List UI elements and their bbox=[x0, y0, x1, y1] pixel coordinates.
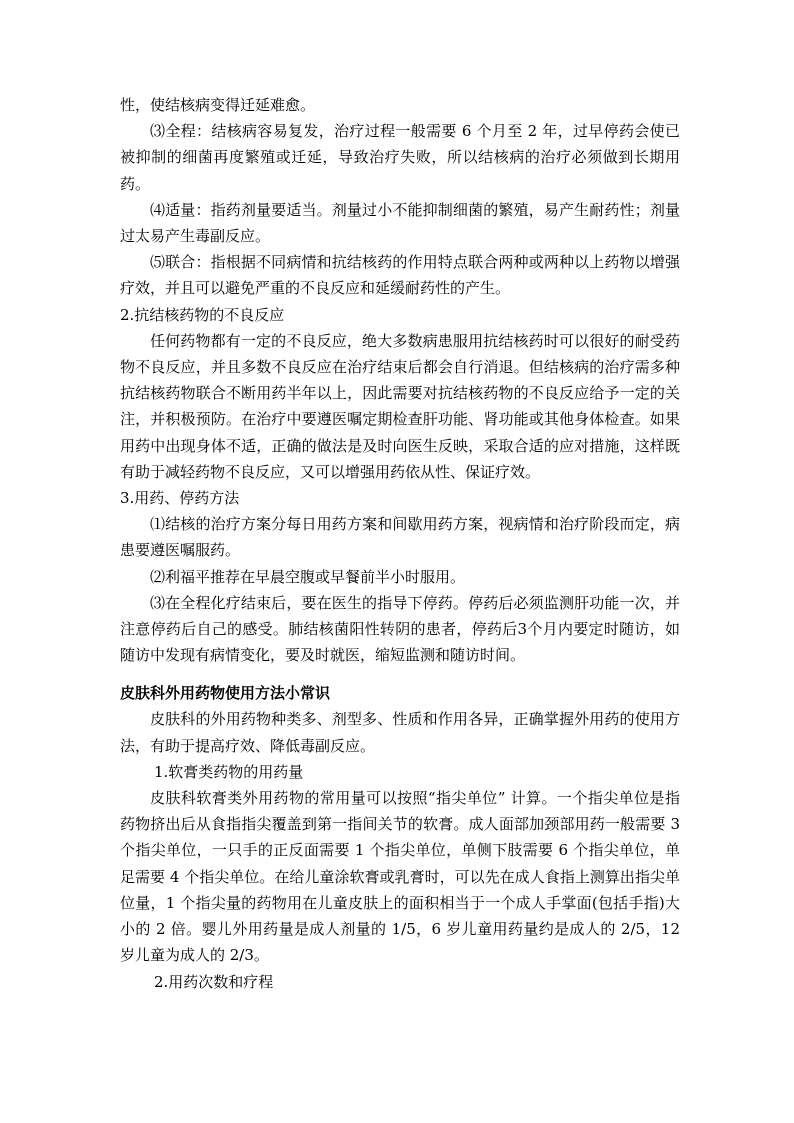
item-stopping-medication: ⑶在全程化疗结束后，要在医生的指导下停药。停药后必须监测肝功能一次，并注意停药后自己的感受。肺结核菌阳性转阴的患者，停药后3个月内要定时随访，如随访中发现有病情变化，要及时就医，缩短监测和随访时间。 bbox=[120, 593, 680, 665]
principle-proper-dose: ⑷适量：指药剂量要适当。剂量过小不能抑制细菌的繁殖，易产生耐药性；剂量过太易产生毒副反应。 bbox=[120, 200, 680, 246]
paragraph-dermatology-intro: 皮肤科的外用药物种类多、剂型多、性质和作用各异，正确掌握外用药的使用方法，有助于提高疗效、降低毒副反应。 bbox=[120, 710, 680, 755]
heading-adverse-reactions: 2.抗结核药物的不良反应 bbox=[120, 305, 285, 324]
item-rifampicin: ⑵利福平推荐在早晨空腹或早餐前半小时服用。 bbox=[150, 567, 466, 586]
heading-ointment-dosage: 1.软膏类药物的用药量 bbox=[154, 762, 304, 781]
principle-full-course: ⑶全程：结核病容易复发，治疗过程一般需要 6 个月至 2 年，过早停药会使已被抑制的细菌再度繁殖或迁延，导致治疗失败，所以结核病的治疗必须做到长期用药。 bbox=[120, 122, 680, 193]
paragraph-fingertip-unit: 皮肤科软膏类外用药物的常用量可以按照“指尖单位” 计算。一个指尖单位是指药物挤出后从食指指尖覆盖到第一指间关节的软膏。成人面部加颈部用药一般需要 3 个指尖单位，一只手的正反面需要 1 个指尖单位，单侧下肢需要 6 个指尖单位，单足需要 4 个指尖单位。在给儿童涂软膏或乳膏时，可以先在成人食指上测算出指尖单位量，1 个指尖量的药物用在儿童皮肤上的面积相当于一个成人手掌面(包括手指)大小的 2 倍。婴儿外用药量是成人剂量的 1/5，6 岁儿童用药量约是成人的 2/5，12 岁儿童为成人的 2/3。 bbox=[120, 789, 680, 965]
document-page bbox=[120, 92, 680, 995]
heading-dosing-stopping: 3.用药、停药方法 bbox=[120, 489, 240, 508]
section-title-dermatology: 皮肤科外用药物使用方法小常识 bbox=[120, 684, 331, 703]
continued-line: 性，使结核病变得迁延难愈。 bbox=[120, 96, 316, 114]
principle-combination: ⑸联合：指根据不同病情和抗结核药的作用特点联合两种或两种以上药物以增强疗效，并且可以避免严重的不良反应和延缓耐药性的产生。 bbox=[120, 253, 680, 298]
paragraph-adverse-reactions: 任何药物都有一定的不良反应，绝大多数病患服用抗结核药时可以很好的耐受药物不良反应，并且多数不良反应在治疗结束后都会自行消退。但结核病的治疗需多种抗结核药物联合不断用药半年以上，因此需要对抗结核药物的不良反应给予一定的关注，并积极预防。在治疗中要遵医嘱定期检查肝功能、肾功能或其他身体检查。如果用药中出现身体不适，正确的做法是及时向医生反映，采取合适的应对措施，这样既有助于减轻药物不良反应，又可以增强用药依从性、保证疗效。 bbox=[120, 331, 680, 481]
heading-frequency-course: 2.用药次数和疗程 bbox=[154, 972, 274, 991]
item-treatment-plan: ⑴结核的治疗方案分每日用药方案和间歇用药方案，视病情和治疗阶段而定，病患要遵医嘱服药。 bbox=[120, 515, 680, 560]
section-spacer bbox=[120, 668, 680, 680]
